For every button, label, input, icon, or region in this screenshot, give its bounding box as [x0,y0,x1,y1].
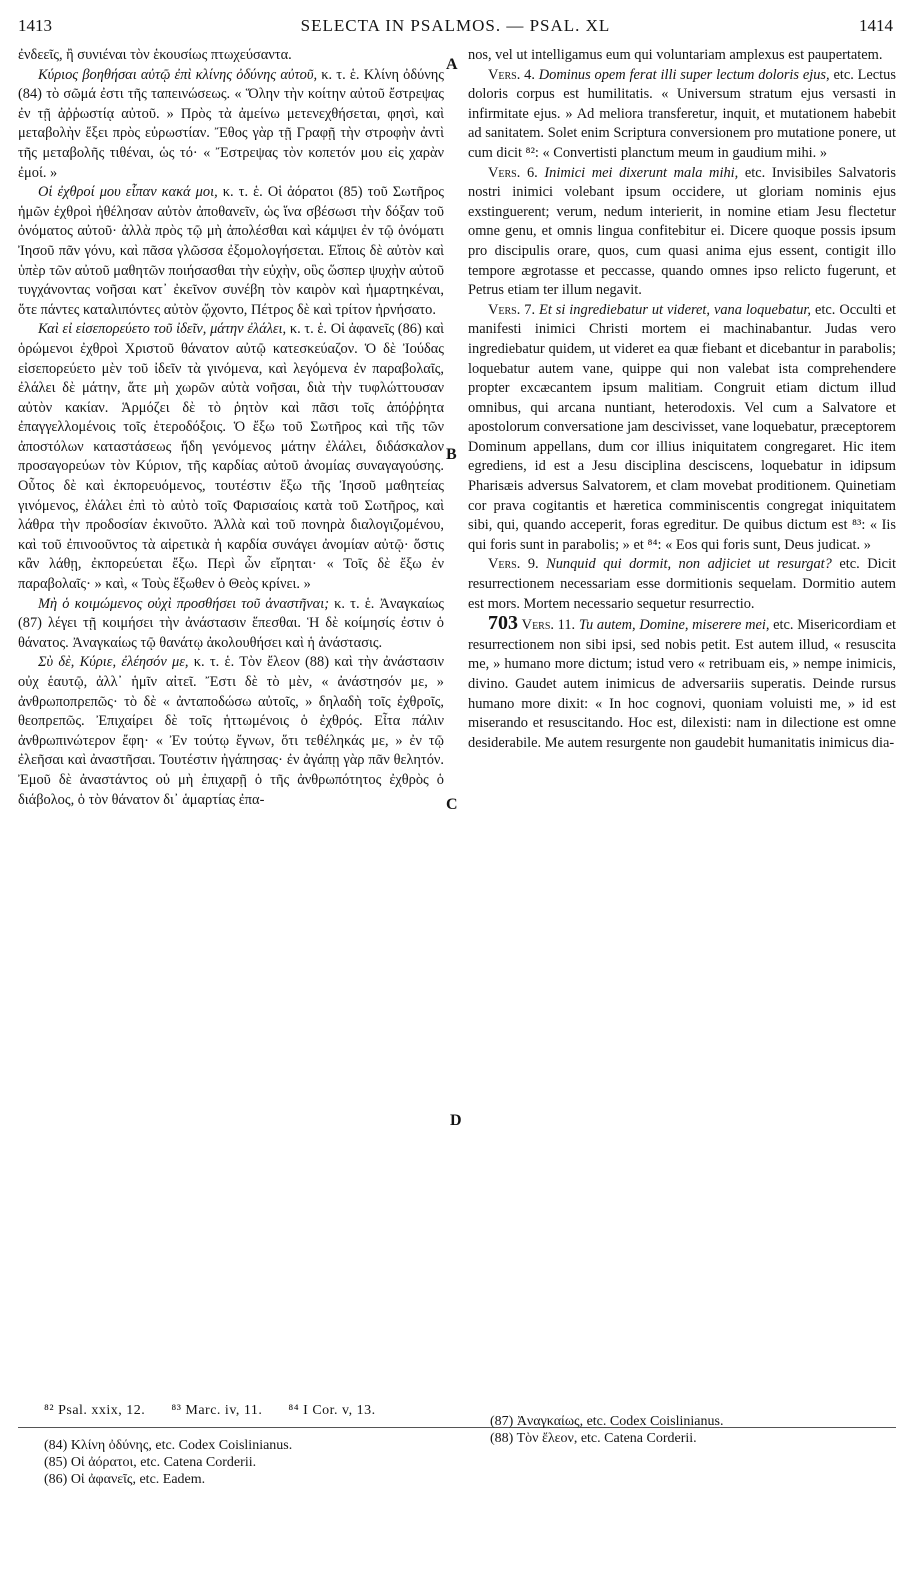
editorial-note: (84) Κλίνη ὀδύνης, etc. Codex Coislinianus. [44,1438,293,1453]
greek-paragraph [18,66,444,184]
verse-label: Vers. 6. [488,164,538,181]
greek-paragraph [18,653,444,810]
scripture-ref: ⁸³ Marc. iv, 11. [171,1403,263,1418]
greek-paragraph [18,46,444,66]
latin-paragraph [468,164,896,301]
verse-label: Vers. 7. [488,301,536,318]
editorial-note: (88) Τὸν ἔλεον, etc. Catena Corderii. [490,1431,697,1446]
verse-label: Vers. 9. [488,556,539,573]
editorial-note: (86) Οἱ ἀφανεῖς, etc. Eadem. [44,1472,206,1487]
greek-paragraph [18,183,444,320]
latin-lemma: Dominus opem ferat illi super lectum doloris ejus, [538,66,830,83]
verse-label: Vers. 11. [521,617,576,634]
greek-lemma: Μὴ ὁ κοιμώμενος οὐχὶ προσθήσει τοῦ ἀναστῆναι; [38,595,329,612]
latin-text: nos, vel ut intelligamus eum qui voluntariam amplexus est paupertatem. [468,47,883,63]
page-number-left: 1413 [18,16,52,35]
latin-column [468,46,896,1386]
column-number: 703 [488,612,518,635]
section-marker: C [446,796,458,813]
latin-paragraph [468,46,896,66]
latin-lemma: Inimici mei dixerunt mala mihi, [544,164,739,181]
latin-lemma: Tu autem, Domine, miserere mei, [578,617,770,634]
greek-lemma: Οἱ ἐχθροί μου εἶπαν κακά μοι, [38,184,218,201]
latin-text: etc. Invisibiles Salvatoris nostri inimici volebant ipsum occidere, ut gloriam nominis ejus exstinguerent; verum, nedum interierit, in nomine etiam Jesu flectetur omne genu, et omnis lingua confitebitur ei. Dicere quoque possis ipsum pro discipulis orare, quos, cum quasi anima ejus essent, contigit illo tempore ægrotasse et peccasse, quando omnes ipso relicto fugerunt, et Petrus etiam ter illum negavit. [468,164,896,299]
latin-text: etc. Misericordiam et resurrectionem non sibi ipsi, sed nobis petit. Est autem illud, « resuscita me, » humano more dictum; istud vero « retribuam eis, » nempe inimicis, divino. Gaudet autem inimicus de adversariis superatis. Deinde rursus humano more dixit: « In hoc cognovi, quoniam voluisti me, » id est miserando et resuscitando. Hoc est, dilexisti: nam in dilectione est omne desiderabile. Me autem resurgente non gaudebit humanitatis inimicus dia- [468,617,896,751]
greek-text: κ. τ. ἑ. Κλίνη ὀδύνης (84) τὸ σῶμά ἐστι τῆς ταπεινώσεως. « Ὅλην τὴν κοίτην αὐτοῦ ἔστρεψας ἐν τῇ ἀῤῥωστίᾳ αὐτοῦ. » Πρὸς τὰ ἀμείνω μετενεχθήσεται, φησὶ, καὶ μεταβολὴν ἕξει πρὸς εὐρωστίαν. Ἔθος γὰρ τῇ Γραφῇ τὴν στροφὴν ἀντὶ τῆς μεταβολῆς τιθέναι, ὡς τό· « Ἔστρεψας τὸν κοπετόν μου εἰς χαρὰν ἐμοί. » [18,66,444,181]
editorial-notes-left [44,1437,464,1488]
section-marker: D [450,1112,462,1129]
latin-text: etc. Lectus doloris corpus est humilitatis. « Universum stratum ejus versasti in infirmitate ejus. » Ad meliora transferetur, inquit, et mutationem habebit ad sanitatem. Solet enim Scriptura conversionem pro mutatione ponere, ut cum dicit ⁸²: « Convertisti planctum meum in gaudium mihi. » [468,66,896,161]
editorial-notes-right [490,1413,890,1447]
latin-text: etc. Occulti et manifesti inimici Christi mortem ei machinabantur. Judas vero ingrediebatur quidem, ut videret ea quæ fiebant et dicebantur in parabolis; loquebatur autem vane, quippe qui non valebat ista comprehendere propter excæcantem ipsum malitiam. Congruit etiam dictum illud omnibus, qui arcana nuntiant, heterodoxis. Vel cum a Salvatore et apostolorum conversatione jam descivisset, vane loquebatur, præceptorem Dominum appellans, dum cor illius iniquitatem congregaret. Hic item egrediens, id est a Jesu disciplina desciscens, loquebatur in idipsum Pharisæis adversus Salvatorem, et clam movebat proditionem. Quinetiam cor prava cogitantis et hæretica comminiscentis congregat iniquitatem sibi, qui, quando acceperit, foras egreditur. De quibus dictum est ⁸³: « Iis qui foris sunt in parabolis; » et ⁸⁴: « Eos qui foris sunt, Deus judicat. » [468,301,896,553]
latin-paragraph [468,66,896,164]
latin-lemma: Nunquid qui dormit, non adjiciet ut resurgat? [546,556,832,573]
page-header [18,16,893,40]
section-marker: A [446,56,458,73]
greek-text: κ. τ. ἑ. Ἀναγκαίως (87) λέγει τῇ κοιμήσει τὴν ἀνάστασιν ἕπεσθαι. Ἡ δὲ κοίμησίς ἐστιν ὁ θάνατος. Ἀναγκαίως τῷ θανάτῳ ἀκολουθήσει καὶ ἡ ἀνάστασις. [18,595,444,651]
running-title: SELECTA IN PSALMOS. — PSAL. XL [300,16,611,35]
greek-paragraph [18,320,444,594]
greek-text: κ. τ. ἑ. Οἱ ἀφανεῖς (86) καὶ ὁρώμενοι ἐχθροὶ Χριστοῦ θάνατον αὐτῷ κατεσκεύαζον. Ὁ δὲ Ἰούδας εἰσεπορεύετο μὲν τοῦ ἰδεῖν τὰ γινόμενα, καὶ λεγόμενα ἐν παραβολαῖς, ἐλάλει δὲ μάτην, ἅτε μὴ χωρῶν αὐτὰ νοῆσαι, διὰ τὴν τυφλώττουσαν αὐτὸν κακίαν. Ἁρμόζει δὲ τὸ ῥητὸν καὶ πᾶσι τοῖς ἀπόῤῥητα ἐπαγγελλομένοις τοῖς ἑτεροδόξοις. Ὁ ἔξω τοῦ Σωτῆρος καὶ τῆς τῶν ἀποστόλων καταστάσεως ἤδη γενόμενος μάτην ἐλάλει, διδάσκαλον προσαγορεύων τὸν Κύριον, τῆς καρδίας αὐτοῦ ἀνομίας συναγαγούσης. Οὗτος δὲ καὶ ἐκπορευόμενος, τουτέστιν ἔξω τῆς Ἰησοῦ μαθητείας γινόμενος, ἐλάλει ἐπὶ τὸ αὐτὸ τοῖς Φαρισαίοις κατὰ τοῦ Σωτῆρος, καὶ λάθρα τὴν προδοσίαν ἐκινοῦτο. Ἀλλὰ καὶ τοῦ πονηρὰ διαλογιζομένου, καὶ τοῦ ἐπινοοῦντος τὰ αἱρετικὰ ἡ καρδία συνάγει ἀνομίαν αὐτῷ· ὅστις κἂν λάθῃ, ἐκπορεύεται ἔξω. Περὶ ὧν εἴρηται· « Τοῖς δὲ ἔξω ἐν παραβολαῖς· » καὶ, « Τοὺς ἔξωθεν ὁ Θεὸς κρίνει. » [18,321,444,593]
latin-lemma: Et si ingrediebatur ut videret, vana loquebatur, [539,301,812,318]
latin-paragraph [468,614,896,753]
greek-lemma: Σὺ δὲ, Κύριε, ἐλέησόν με, [38,654,189,671]
greek-lemma: Κύριος βοηθήσαι αὐτῷ ἐπὶ κλίνης ὀδύνης αὐτοῦ, [38,66,318,83]
scripture-ref: ⁸⁴ I Cor. v, 13. [288,1403,376,1418]
latin-paragraph [468,555,896,614]
verse-label: Vers. 4. [488,66,535,83]
greek-paragraph [18,595,444,654]
editorial-note: (87) Ἀναγκαίως, etc. Codex Coislinianus. [490,1414,724,1429]
latin-paragraph [468,301,896,556]
greek-text: κ. τ. ἑ. Τὸν ἔλεον (88) καὶ τὴν ἀνάστασιν οὐχ ἑαυτῷ, ἀλλ᾽ ἡμῖν αἰτεῖ. Ἔστι δὲ τὸ μὲν, « ἀνάστησόν με, » ἀνθρωποπρεπῶς· τὸ δὲ « ἀνταποδώσω αὐτοῖς, » δηλαδὴ τοῖς ἐχθροῖς, θεοπρεπῶς. Ἐπιχαίρει δὲ τοῖς ἡττωμένοις ὁ ἐχθρός. Εἶτα πάλιν ἀνθρωπινώτερον ἔφη· « Ἐν τούτῳ ἔγνων, ὅτι τεθέληκάς με, » ἐν τῷ ἐλεῆσαι καὶ ἀναστῆσαι. Τουτέστιν ἠγάπησας· ἐν ἀγάπῃ γὰρ πᾶν θελητόν. Ἐμοῦ δὲ ἀναστάντος οὐ μὴ ἐπιχαρῇ ὁ τῆς ἀνθρωπότητος ἐχθρὸς ὁ διάβολος, ὁ τὸν θάνατον δι᾽ ἁμαρτίας ἐπα- [18,654,444,808]
greek-text: ἐνδεεῖς, ἢ συνιέναι τὸν ἑκουσίως πτωχεύσαντα. [18,47,292,63]
latin-text: etc. Dicit resurrectionem necessariam esse dormitionis sequelam. Dormitio autem est mors. Mortem necessario sequetur resurrectio. [468,556,896,612]
greek-column [18,46,444,1386]
scripture-ref: ⁸² Psal. xxix, 12. [44,1403,146,1418]
greek-text: κ. τ. ἑ. Οἱ ἀόρατοι (85) τοῦ Σωτῆρος ἡμῶν ἐχθροὶ ἠθέλησαν αὐτὸν ἀποθανεῖν, ὡς ἵνα σβέσωσι τὴν δόξαν τοῦ ὀνόματος αὐτοῦ· ἀλλὰ πρὸς τῷ μὴ ἀπολέσθαι καὶ κάμψει ἐν τῷ ὀνόματι Ἰησοῦ πᾶν γόνυ, καὶ πᾶσα γλῶσσα ἐξομολογήσεται. Εἴποις δὲ αὐτὸν καὶ ὑπὲρ τῶν αὐτοῦ μαθητῶν ποιήσασθαι τὴν εὐχὴν, οὓς ὥσπερ ψυχὴν αὐτοῦ τυγχάνοντας νοῆσαι κατ᾽ ἐκεῖνον συνέβη τὸν καιρὸν καὶ ἡμαρτηκέναι, ὅτε πάντες καταλιπόντες αὐτὸν ᾤχοντο, Πέτρος δὲ καὶ τρίτον ἠρνήσατο. [18,184,444,318]
greek-lemma: Καὶ εἰ εἰσεπορεύετο τοῦ ἰδεῖν, μάτην ἐλάλει, [38,321,287,338]
editorial-note: (85) Οἱ ἀόρατοι, etc. Catena Corderii. [44,1455,257,1470]
section-marker: B [446,446,457,463]
page-number-right: 1414 [859,16,893,35]
